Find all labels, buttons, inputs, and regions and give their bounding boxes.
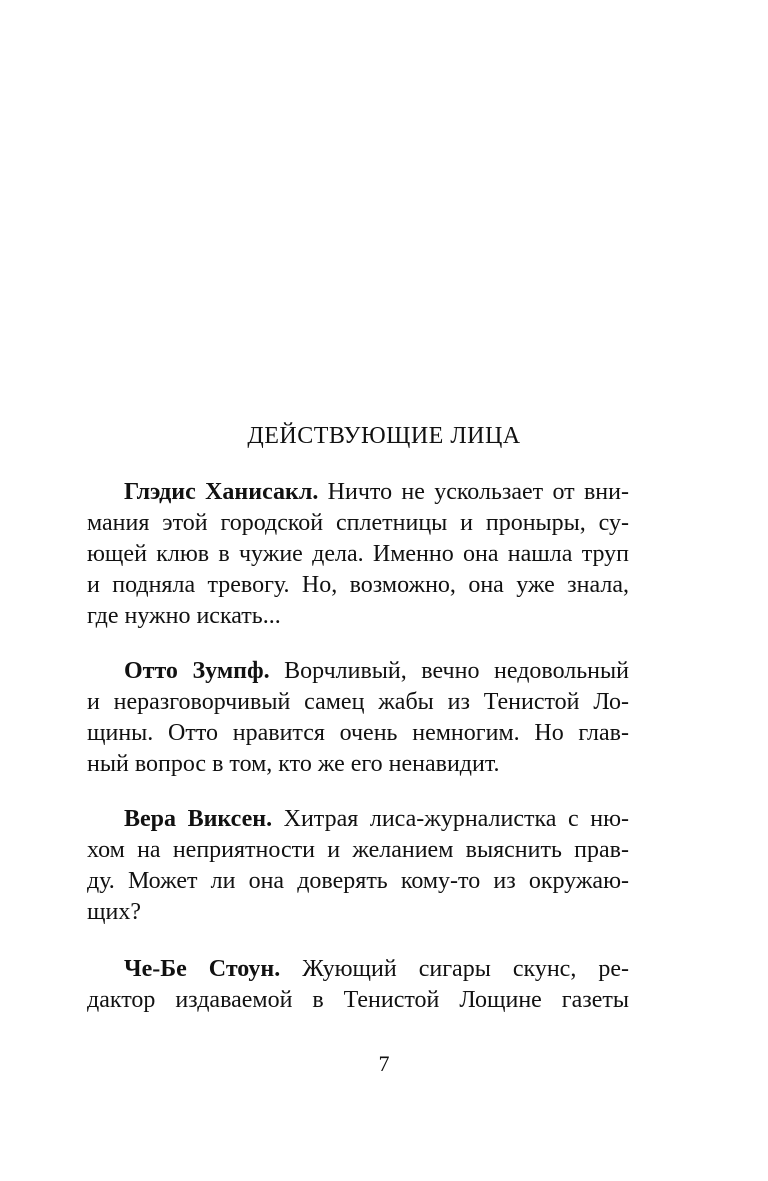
- character-name: Глэдис Ханисакл.: [124, 479, 319, 505]
- entry-line: и подняла тревогу. Но, возможно, она уже знала,: [87, 572, 629, 598]
- character-entry-vera: [87, 804, 629, 928]
- entry-line: ющей клюв в чужие дела. Именно она нашла труп: [87, 541, 629, 567]
- entry-line: ду. Может ли она доверять кому-то из окружаю-: [87, 868, 629, 894]
- entry-line: [87, 954, 629, 985]
- entry-line: мания этой городской сплетницы и проныры, су-: [87, 510, 629, 536]
- character-entry-stone: [87, 954, 629, 1016]
- entry-line: [87, 656, 629, 687]
- entry-text: Ничто не ускользает от вни-: [318, 479, 629, 505]
- entry-line: хом на неприятности и желанием выяснить прав-: [87, 837, 629, 863]
- character-name: Вера Виксен.: [124, 806, 273, 832]
- entry-line: щих?: [87, 899, 141, 925]
- character-name: Отто Зумпф.: [124, 658, 270, 684]
- entry-text: Ворчливый, вечно недовольный: [269, 658, 629, 684]
- section-heading: ДЕЙСТВУЮЩИЕ ЛИЦА: [247, 423, 521, 449]
- entry-text: Хитрая лиса-журналистка с ню-: [272, 806, 629, 832]
- page-number: 7: [378, 1051, 390, 1076]
- entry-line: где нужно искать...: [87, 603, 281, 629]
- entry-line: и неразговорчивый самец жабы из Тенистой Ло-: [87, 689, 629, 715]
- entry-line: дактор издаваемой в Тенистой Лощине газеты: [87, 987, 629, 1013]
- entry-line: [87, 477, 629, 508]
- entry-text: Жующий сигары скунс, ре-: [280, 956, 629, 982]
- entry-line: [87, 804, 629, 835]
- entry-line: ный вопрос в том, кто же его ненавидит.: [87, 751, 500, 777]
- character-name: Че-Бе Стоун.: [124, 956, 281, 982]
- character-entry-gladys: [87, 477, 629, 632]
- entry-line: щины. Отто нравится очень немногим. Но глав-: [87, 720, 629, 746]
- character-entry-otto: [87, 656, 629, 780]
